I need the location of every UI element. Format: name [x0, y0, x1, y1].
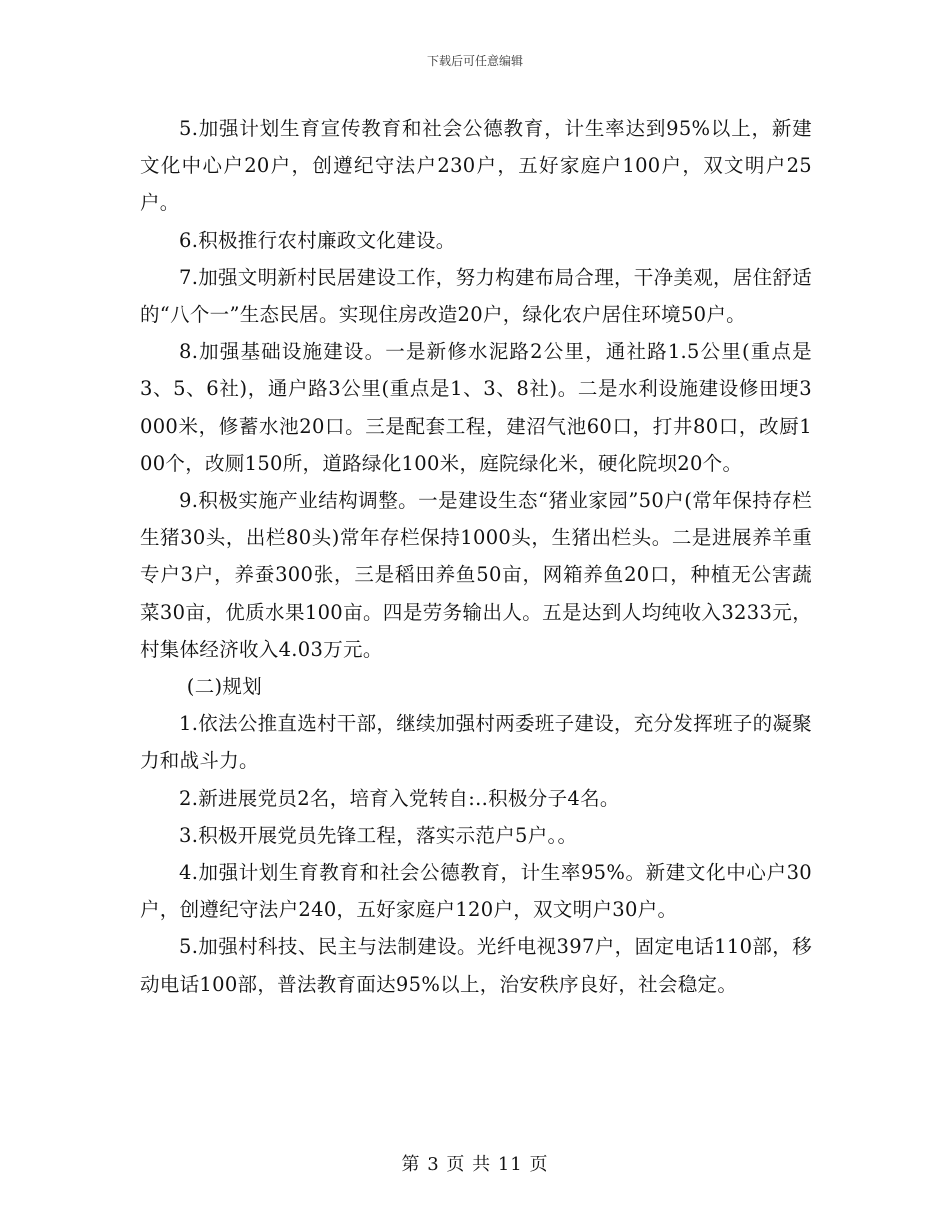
page-header: 下载后可任意编辑	[426, 54, 523, 68]
paragraph-11: 5.加强村科技、民主与法制建设。光纤电视397户，固定电话110部，移动电话100部，普法教育面达95%以上，治安秩序良好，社会稳定。	[140, 935, 812, 996]
paragraph-10: 4.加强计划生育教育和社会公德教育，计生率95%。新建文化中心户30户，创遵纪守法户240，五好家庭户120户，双文明户30户。	[140, 861, 812, 922]
paragraph-9: 3.积极开展党员先锋工程，落实示范户5户。。	[179, 823, 578, 847]
page-number: 第 3 页 共 11 页	[401, 1154, 549, 1175]
paragraph-1: 5.加强计划生育宣传教育和社会公德教育，计生率达到95%以上，新建文化中心户20户，创遵纪守法户230户，五好家庭户100户，双文明户25户。	[140, 117, 812, 215]
document-body	[140, 110, 812, 1003]
paragraph-5: 9.积极实施产业结构调整。一是建设生态“猪业家园”50户(常年保持存栏生猪30头，出栏80头)常年存栏保持1000头，生猪出栏头。二是进展养羊重专户3户，养蚕300张，三是稻田养鱼50亩，网箱养鱼20口，种植无公害蔬菜30亩，优质水果100亩。四是劳务输出人。五是达到人均纯收入3233元，村集体经济收入4.03万元。	[140, 489, 812, 661]
paragraph-2: 6.积极推行农村廉政文化建设。	[179, 228, 456, 252]
paragraph-4: 8.加强基础设施建设。一是新修水泥路2公里，通社路1.5公里(重点是3、5、6社)，通户路3公里(重点是1、3、8社)。二是水利设施建设修田埂3000米，修蓄水池20口。三是配套工程，建沼气池60口，打井80口，改厨100个，改厕150所，道路绿化100米，庭院绿化米，硬化院坝20个。	[140, 340, 812, 475]
paragraph-7: 1.依法公推直选村干部，继续加强村两委班子建设，充分发挥班子的凝聚力和战斗力。	[140, 712, 813, 773]
paragraph-3: 7.加强文明新村民居建设工作，努力构建布局合理，干净美观，居住舒适的“八个一”生态民居。实现住房改造20户，绿化农户居住环境50户。	[140, 265, 813, 327]
paragraph-8: 2.新进展党员2名，培育入党转自:..积极分子4名。	[179, 786, 620, 810]
section-heading-plan: (二)规划	[186, 675, 263, 699]
